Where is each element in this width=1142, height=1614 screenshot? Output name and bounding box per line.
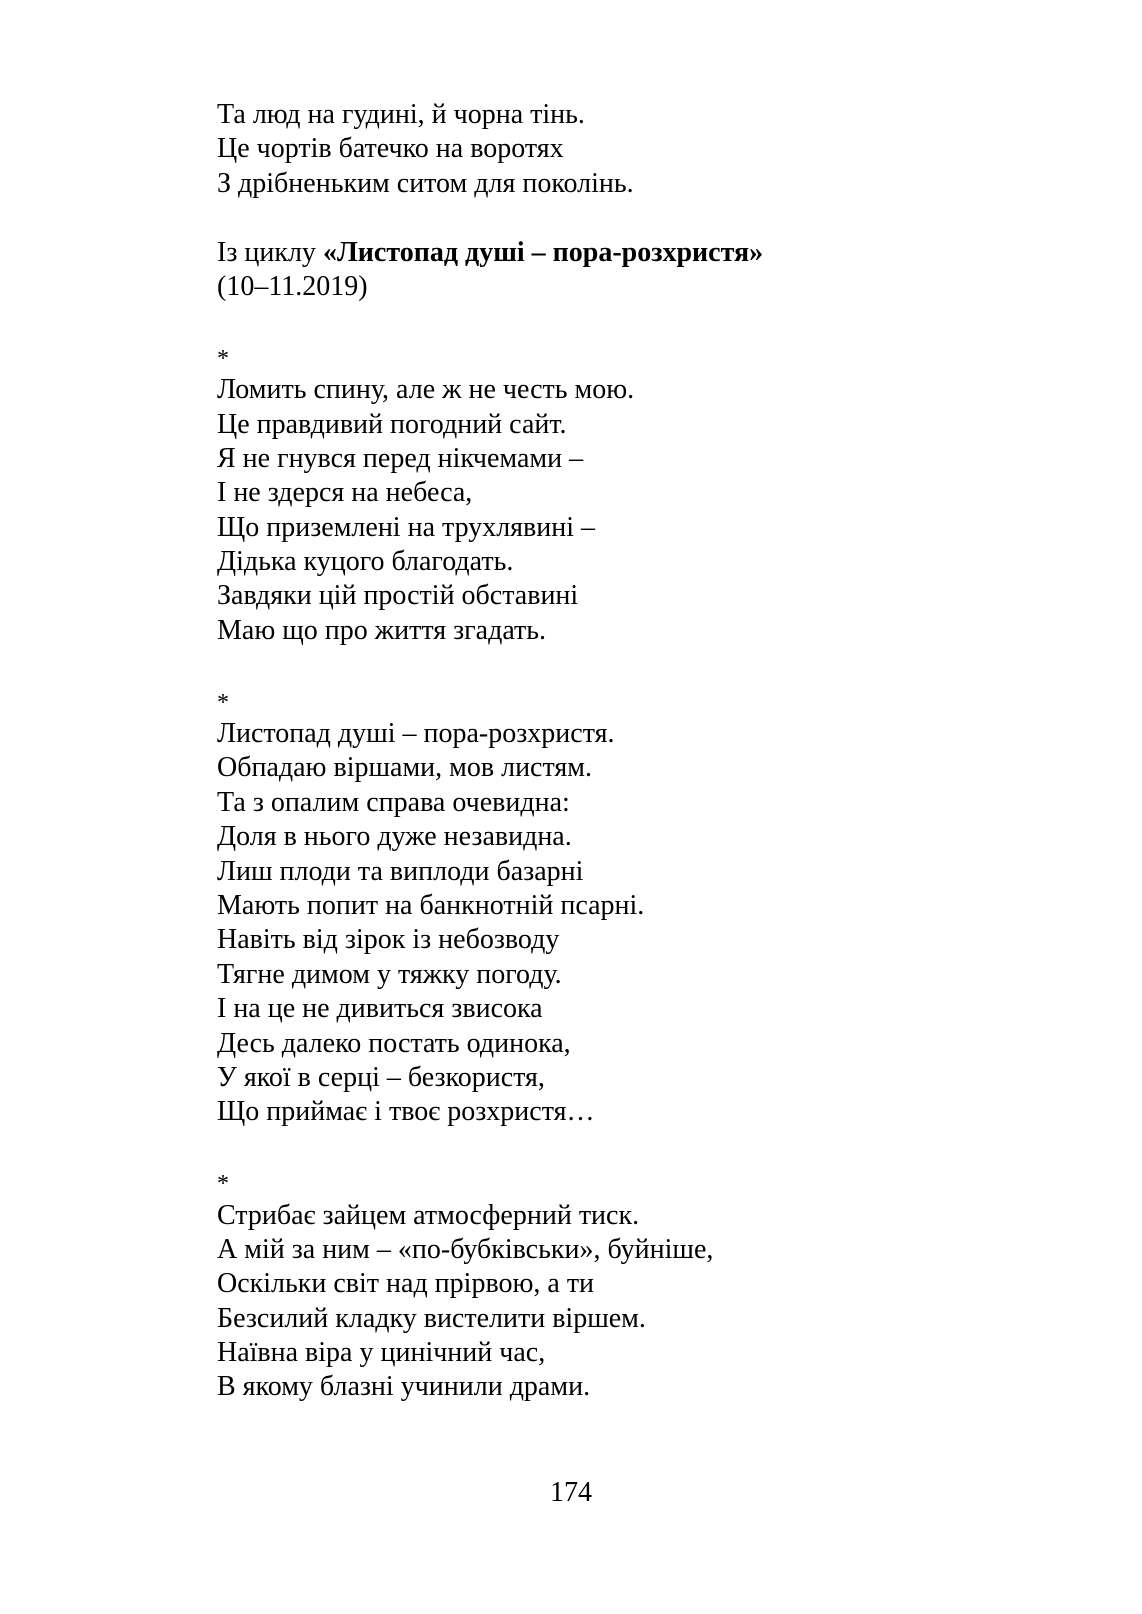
poem-marker: * [217, 345, 229, 372]
poem-1 [217, 339, 1077, 649]
verse-line: Оскільки світ над прірвою, а ти [217, 1268, 595, 1300]
verse-line: А мій за ним – «по-бубківськи», буйніше, [217, 1233, 714, 1265]
poem-3 [217, 1164, 1077, 1405]
verse-line: Листопад душі – пора-розхристя. [217, 718, 615, 750]
verse-line: Мають попит на банкнотній псарні. [217, 889, 645, 921]
verse-line: І не здерся на небеса, [217, 477, 473, 509]
cycle-heading-line [217, 236, 1077, 270]
stanza-gap [217, 1130, 1077, 1164]
poem-2 [217, 683, 1077, 1130]
stanza-gap [217, 648, 1077, 682]
verse-line: Десь далеко постать одинока, [217, 1027, 571, 1059]
page-text [217, 98, 1077, 1405]
stanza-gap [217, 304, 1077, 338]
verse-line: Завдяки цій простій обставині [217, 580, 579, 612]
cycle-heading-prefix: Із циклу [217, 236, 323, 268]
verse-line: Обпадаю віршами, мов листям. [217, 752, 592, 784]
stanza-gap [217, 201, 1077, 235]
verse-line: Навіть від зірок із небозводу [217, 924, 560, 956]
poem-marker: * [217, 689, 229, 716]
cycle-heading-title: «Листопад душі – пора-розхристя» [322, 236, 764, 268]
cycle-heading [217, 236, 1077, 305]
verse-line: Маю що про життя згадать. [217, 614, 547, 646]
verse-line: З дрібненьким ситом для поколінь. [217, 167, 634, 199]
verse-line: Це правдивий погодний сайт. [217, 408, 567, 440]
verse-line: Ломить спину, але ж не честь мою. [217, 374, 635, 406]
verse-line: Наївна віра у цинічний час, [217, 1337, 546, 1369]
verse-line: Стрибає зайцем атмосферний тиск. [217, 1199, 640, 1231]
verse-line: Що приземлені на трухлявині – [217, 511, 596, 543]
stanza-top [217, 98, 1077, 201]
verse-line: Та з опалим справа очевидна: [217, 786, 570, 818]
verse-line: Доля в нього дуже незавидна. [217, 821, 572, 853]
verse-line: Лиш плоди та виплоди базарні [217, 855, 584, 887]
verse-line: Я не гнувся перед нікчемами – [217, 442, 584, 474]
poem-marker: * [217, 1171, 229, 1198]
verse-line: У якої в серці – безкористя, [217, 1061, 545, 1093]
verse-line: Та люд на гудині, й чорна тінь. [217, 99, 585, 130]
verse-line: Це чортів батечко на воротях [217, 133, 564, 165]
verse-line: Що приймає і твоє розхристя… [217, 1096, 595, 1128]
verse-line: В якому блазні учинили драми. [217, 1371, 591, 1403]
verse-line: І на це не дивиться звисока [217, 993, 543, 1025]
verse-line: Дідька куцого благодать. [217, 546, 514, 578]
verse-line: Тягне димом у тяжку погоду. [217, 958, 562, 990]
verse-line: Безсилий кладку вистелити віршем. [217, 1302, 646, 1334]
page-number: 174 [550, 1477, 592, 1508]
cycle-heading-dates: (10–11.2019) [217, 270, 368, 302]
